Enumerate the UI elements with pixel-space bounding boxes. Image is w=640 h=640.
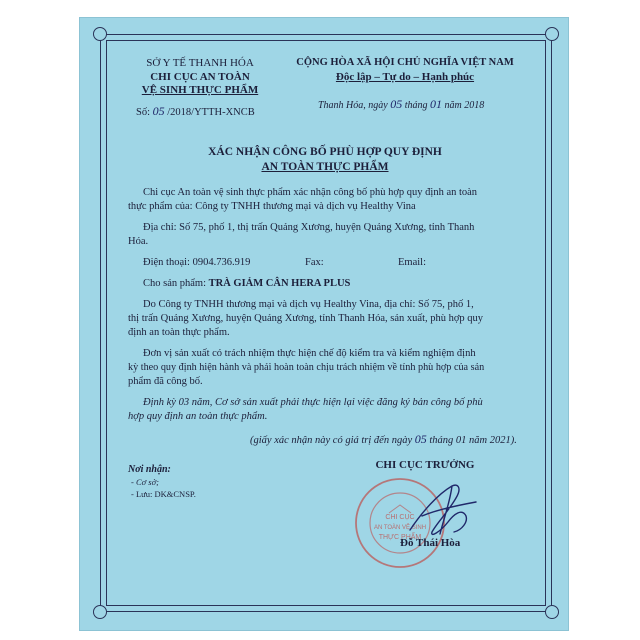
document-title-line2: AN TOÀN THỰC PHẨM <box>261 161 389 173</box>
body-paragraph-line: hợp quy định an toàn thực phẩm. <box>128 411 268 422</box>
body-paragraph-line: phẩm đã công bố. <box>128 376 203 387</box>
phone-number: Điện thoại: 0904.736.919 <box>143 257 251 268</box>
body-paragraph-line: Đơn vị sản xuất có trách nhiệm thực hiện chế độ kiểm tra và kiểm nghiệm định <box>143 348 476 359</box>
email-label: Email: <box>398 257 426 268</box>
recipient-item: - Cơ sở; <box>131 477 159 487</box>
issuing-agency-line1: CHI CỤC AN TOÀN <box>150 71 250 83</box>
stamp-text-top: CHI CỤC <box>385 514 415 521</box>
document-number-handwritten: 05 <box>152 104 165 118</box>
body-paragraph-line: định an toàn thực phẩm. <box>128 327 230 338</box>
validity-note: (giấy xác nhận này có giá trị đến ngày 05 tháng 01 năm 2021). <box>250 432 517 446</box>
frame-corner-ornament <box>545 605 559 619</box>
recipients-heading: Nơi nhận: <box>128 464 171 475</box>
issue-date: Thanh Hóa, ngày 05 tháng 01 năm 2018 <box>318 97 485 111</box>
recipient-item: - Lưu: DK&CNSP. <box>131 489 196 499</box>
national-title: CỘNG HÒA XÃ HỘI CHỦ NGHĨA VIỆT NAM <box>296 57 514 68</box>
address-line: Hóa. <box>128 236 149 247</box>
frame-corner-ornament <box>93 605 107 619</box>
body-paragraph-line: Định kỳ 03 năm, Cơ sở sản xuất phải thực hiện lại việc đăng ký bản công bố phù <box>143 397 483 408</box>
validity-day-handwritten: 05 <box>414 432 427 446</box>
body-paragraph-line: kỳ theo quy định hiện hành và phải hoàn toàn chịu trách nhiệm về tính phù hợp của sản <box>128 362 485 373</box>
frame-corner-ornament <box>93 27 107 41</box>
issue-month-handwritten: 01 <box>430 97 443 111</box>
body-paragraph-line: Do Công ty TNHH thương mại và dịch vụ Healthy Vina, địa chỉ: Số 75, phố 1, <box>143 299 474 310</box>
body-paragraph-line: thị trấn Quảng Xương, huyện Quảng Xương, tỉnh Thanh Hóa, sản xuất, phù hợp quy <box>128 313 484 324</box>
document-number: Số: 05 /2018/YTTH-XNCB <box>136 104 255 118</box>
issuing-agency-line2: VỆ SINH THỰC PHẨM <box>141 84 259 96</box>
issuing-authority: SỞ Y TẾ THANH HÓA <box>146 57 254 69</box>
stamp-text-mid: AN TOÀN VỆ SINH <box>373 525 427 531</box>
body-paragraph-line: Chi cục An toàn vệ sinh thực phẩm xác nhận công bố phù hợp quy định an toàn <box>143 187 478 198</box>
signatory-name: Đỗ Thái Hòa <box>400 537 461 549</box>
body-paragraph-line: thực phẩm của: Công ty TNHH thương mại và dịch vụ Healthy Vina <box>128 201 416 212</box>
product-line: Cho sản phẩm: TRÀ GIẢM CÂN HERA PLUS <box>143 278 351 289</box>
issue-day-handwritten: 05 <box>390 97 403 111</box>
stamp-text-bot: THỰC PHẨM <box>378 534 422 541</box>
frame-corner-ornament <box>545 27 559 41</box>
address-line: Địa chỉ: Số 75, phố 1, thị trấn Quảng Xương, huyện Quảng Xương, tỉnh Thanh <box>143 222 475 233</box>
signatory-title: CHI CỤC TRƯỞNG <box>375 459 475 471</box>
national-motto: Độc lập – Tự do – Hạnh phúc <box>335 71 475 83</box>
fax-label: Fax: <box>305 257 324 268</box>
product-name: TRÀ GIẢM CÂN HERA PLUS <box>208 278 351 289</box>
document-title-line1: XÁC NHẬN CÔNG BỐ PHÙ HỢP QUY ĐỊNH <box>208 146 442 158</box>
